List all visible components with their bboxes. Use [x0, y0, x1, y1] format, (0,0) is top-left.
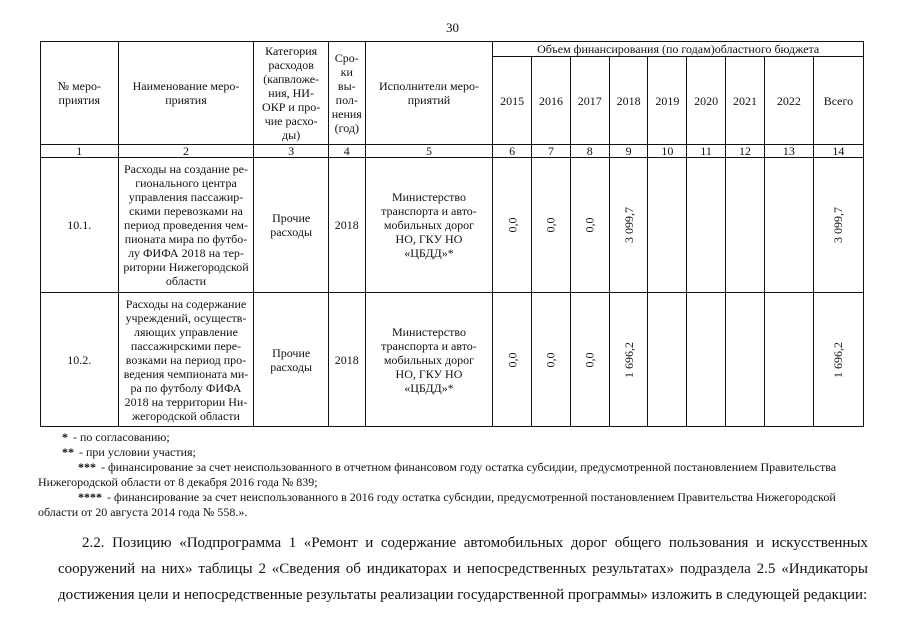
footnote-text: - финансирование за счет неиспользованного в 2016 году остатка субсидии, предусмотренной постановлением Правительства Нижегородской области от 20 августа 2014 года № 558.».	[38, 490, 836, 519]
footnote-text: - по согласованию;	[70, 430, 170, 444]
row-value	[570, 293, 609, 427]
row-value	[609, 293, 648, 427]
row-total	[813, 158, 863, 293]
value-text: 1 696,2	[831, 341, 846, 378]
column-number: 7	[532, 145, 571, 158]
column-number-row	[41, 145, 864, 158]
footnote-text: - при условии участия;	[76, 445, 196, 459]
value-text: 3 099,7	[621, 207, 636, 243]
header-year: 2022	[764, 57, 813, 145]
footnotes	[38, 430, 862, 520]
footnote-mark: *	[62, 430, 68, 444]
footnote-mark: ****	[78, 490, 102, 504]
row-num: 10.2.	[41, 293, 119, 427]
row-value	[648, 293, 687, 427]
header-year: 2017	[570, 57, 609, 145]
header-year: 2021	[726, 57, 765, 145]
column-number: 13	[764, 145, 813, 158]
header-num: № меро- приятия	[41, 42, 119, 145]
column-number: 9	[609, 145, 648, 158]
row-value	[493, 293, 532, 427]
header-year: 2018	[609, 57, 648, 145]
row-value	[726, 293, 765, 427]
header-term: Сро- ки вы- пол- нения (год)	[328, 42, 365, 145]
footnote-mark: ***	[78, 460, 96, 474]
row-executors: Министерство транспорта и авто- мобильных дорог НО, ГКУ НО «ЦБДД»*	[365, 158, 493, 293]
column-number: 12	[726, 145, 765, 158]
value-text: 1 696,2	[621, 341, 636, 378]
row-value	[764, 158, 813, 293]
row-value	[609, 158, 648, 293]
page-number: 30	[446, 20, 459, 35]
header-funding-group: Объем финансирования (по годам)областного бюджета	[493, 42, 864, 57]
footnote-text: - финансирование за счет неиспользованного в отчетном финансовом году остатка субсидии, предусмотренной постановлением Правительства Нижегородской области от 8 декабря 2016 года № 839;	[38, 460, 837, 489]
value-text: 3 099,7	[831, 207, 846, 243]
row-category: Прочие расходы	[254, 158, 329, 293]
funding-table	[40, 41, 864, 427]
header-year: 2019	[648, 57, 687, 145]
value-text: 0,0	[505, 352, 520, 367]
row-value	[687, 293, 726, 427]
header-executors: Исполнители меро- приятий	[365, 42, 493, 145]
row-executors: Министерство транспорта и авто- мобильных дорог НО, ГКУ НО «ЦБДД»*	[365, 293, 493, 427]
footnote	[38, 490, 862, 520]
value-text: 0,0	[543, 217, 558, 233]
row-term: 2018	[328, 293, 365, 427]
footnote	[62, 430, 862, 445]
row-value	[726, 158, 765, 293]
column-number: 4	[328, 145, 365, 158]
table-row	[41, 293, 864, 427]
row-name: Расходы на создание ре- гионального центра управления пассажир- скими перевозками на период проведения чем- пионата мира по футбо- лу ФИФА 2018 на тер- ритории Нижегородской области	[118, 158, 254, 293]
value-text: 0,0	[582, 352, 597, 367]
column-number: 8	[570, 145, 609, 158]
column-number: 14	[813, 145, 863, 158]
column-number: 2	[118, 145, 254, 158]
footnote-mark: **	[62, 445, 74, 459]
row-num: 10.1.	[41, 158, 119, 293]
row-value	[570, 158, 609, 293]
row-term: 2018	[328, 158, 365, 293]
footnote	[38, 460, 862, 490]
row-value	[648, 158, 687, 293]
row-category: Прочие расходы	[254, 293, 329, 427]
column-number: 11	[687, 145, 726, 158]
value-text: 0,0	[582, 217, 597, 233]
footnote	[62, 445, 862, 460]
column-number: 1	[41, 145, 119, 158]
header-total: Всего	[813, 57, 863, 145]
header-category: Категория расходов (капвложе- ния, НИ- ОКР и про- чие расхо- ды)	[254, 42, 329, 145]
header-year: 2020	[687, 57, 726, 145]
table-row	[41, 158, 864, 293]
row-value	[687, 158, 726, 293]
row-value	[532, 293, 571, 427]
column-number: 10	[648, 145, 687, 158]
value-text: 0,0	[543, 352, 558, 367]
value-text: 0,0	[505, 217, 520, 233]
column-number: 3	[254, 145, 329, 158]
header-name: Наименование меро- приятия	[118, 42, 254, 145]
header-year: 2015	[493, 57, 532, 145]
row-value	[493, 158, 532, 293]
row-total	[813, 293, 863, 427]
body-paragraph: 2.2. Позицию «Подпрограмма 1 «Ремонт и содержание автомобильных дорог общего пользования и искусственных сооружений на них» таблицы 2 «Сведения об индикаторах и непосредственных результатах» подраздела 2.5 «Индикаторы достижения цели и непосредственные результаты реализации государственной программы» изложить в следующей редакции:	[58, 535, 868, 603]
column-number: 5	[365, 145, 493, 158]
row-name: Расходы на содержание учреждений, осуществ- ляющих управление пассажирскими пере- возками на период про- ведения чемпионата ми- ра по футболу ФИФА 2018 на территории Ни- жегородской области	[118, 293, 254, 427]
column-number: 6	[493, 145, 532, 158]
row-value	[532, 158, 571, 293]
header-year: 2016	[532, 57, 571, 145]
row-value	[764, 293, 813, 427]
